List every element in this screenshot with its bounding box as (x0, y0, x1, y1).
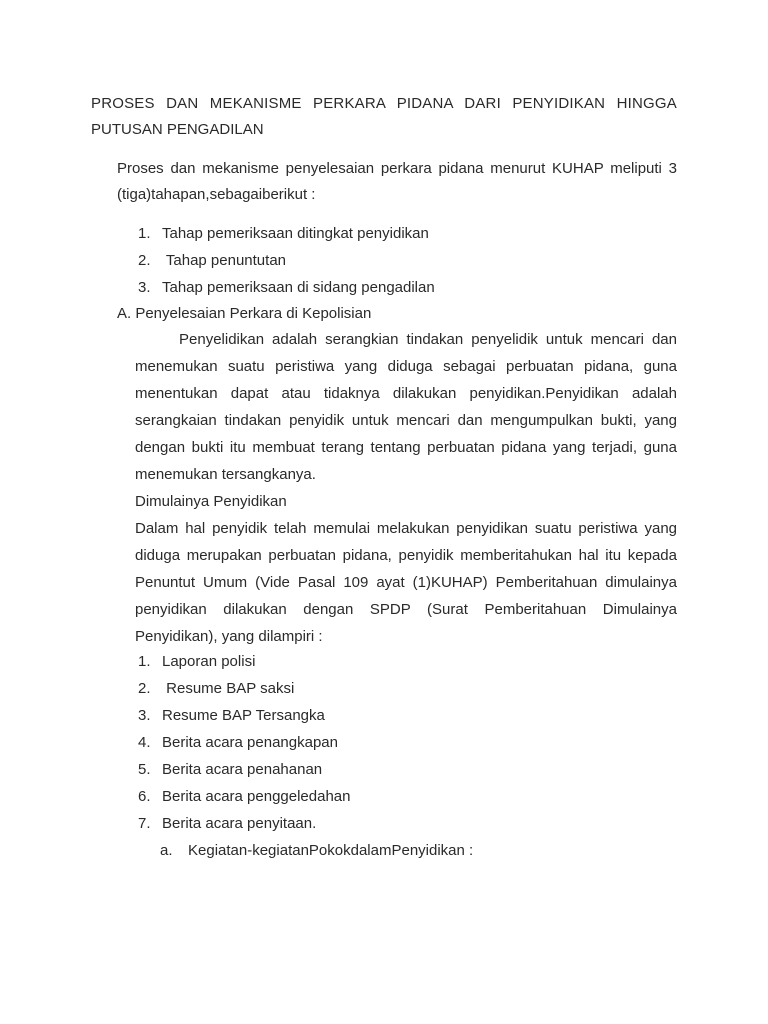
intro-paragraph (117, 156, 677, 208)
item-text: Berita acara penggeledahan (162, 788, 351, 805)
item-number: 5. (138, 761, 151, 778)
paragraph-line: penyidikan dilakukan dengan SPDP (Surat Pemberitahuan Dimulainya (135, 601, 677, 618)
item-number: 2. (138, 252, 151, 269)
title-line-2: PUTUSAN PENGADILAN (91, 121, 264, 138)
stages-list (138, 220, 435, 301)
item-text: Tahap pemeriksaan ditingkat penyidikan (162, 225, 429, 242)
intro-line-1: Proses dan mekanisme penyelesaian perkara pidana menurut KUHAP meliputi 3 (117, 160, 677, 177)
sub-item-letter: a. (160, 842, 173, 859)
sub-item-text: Kegiatan-kegiatanPokokdalamPenyidikan : (188, 842, 474, 859)
item-text: Resume BAP saksi (162, 680, 295, 697)
item-number: 1. (138, 225, 151, 242)
item-text: Berita acara penahanan (162, 761, 323, 778)
list-item (138, 247, 435, 274)
list-item (138, 675, 350, 702)
list-item (138, 274, 435, 301)
item-number: 3. (138, 279, 151, 296)
item-number: 7. (138, 815, 151, 832)
list-item (138, 220, 435, 247)
paragraph-line: Dalam hal penyidik telah memulai melakukan penyidikan suatu peristiwa yang (135, 520, 677, 537)
item-text: Laporan polisi (162, 653, 256, 670)
intro-line-2: (tiga)tahapan,sebagaiberikut : (117, 186, 316, 203)
paragraph-penyelidikan (135, 326, 677, 488)
paragraph-line: menemukan suatu peristiwa yang diduga sebagai perbuatan pidana, guna (135, 358, 677, 375)
paragraph-line: menentukan dapat atau tidaknya dilakukan penyidikan.Penyidikan adalah (135, 385, 677, 402)
item-number: 2. (138, 680, 151, 697)
paragraph-spdp (135, 515, 677, 650)
item-text: Resume BAP Tersangka (162, 707, 325, 724)
paragraph-line: diduga merupakan perbuatan pidana, penyidik memberitahukan hal itu kepada (135, 547, 677, 564)
paragraph-line: menemukan tersangkanya. (135, 466, 316, 483)
title-line-1: PROSES DAN MEKANISME PERKARA PIDANA DARI PENYIDIKAN HINGGA (91, 95, 677, 112)
list-item (138, 756, 350, 783)
list-item (138, 729, 350, 756)
item-text: Berita acara penyitaan. (162, 815, 317, 832)
paragraph-line: dengan bukti itu membuat terang tentang perbuatan pidana yang terjadi, guna (135, 439, 677, 456)
list-item (138, 810, 350, 837)
item-text: Tahap pemeriksaan di sidang pengadilan (162, 279, 435, 296)
paragraph-line: serangkaian tindakan penyidik untuk mencari dan mengumpulkan bukti, yang (135, 412, 677, 429)
section-a-heading: A. Penyelesaian Perkara di Kepolisian (117, 305, 372, 322)
paragraph-line: Penyelidikan adalah serangkian tindakan penyelidik untuk mencari dan (179, 331, 677, 348)
attachments-list (138, 648, 350, 837)
item-number: 1. (138, 653, 151, 670)
paragraph-line: Penyidikan), yang dilampiri : (135, 628, 323, 645)
paragraph-line: Penuntut Umum (Vide Pasal 109 ayat (1)KUHAP) Pemberitahuan dimulainya (135, 574, 677, 591)
document-title (91, 91, 677, 143)
item-number: 6. (138, 788, 151, 805)
sub-item-a (160, 837, 473, 864)
item-number: 4. (138, 734, 151, 751)
list-item (138, 648, 350, 675)
list-item (138, 702, 350, 729)
subheading-dimulainya-penyidikan: Dimulainya Penyidikan (135, 493, 287, 510)
list-item (138, 783, 350, 810)
item-number: 3. (138, 707, 151, 724)
item-text: Tahap penuntutan (162, 252, 287, 269)
item-text: Berita acara penangkapan (162, 734, 338, 751)
